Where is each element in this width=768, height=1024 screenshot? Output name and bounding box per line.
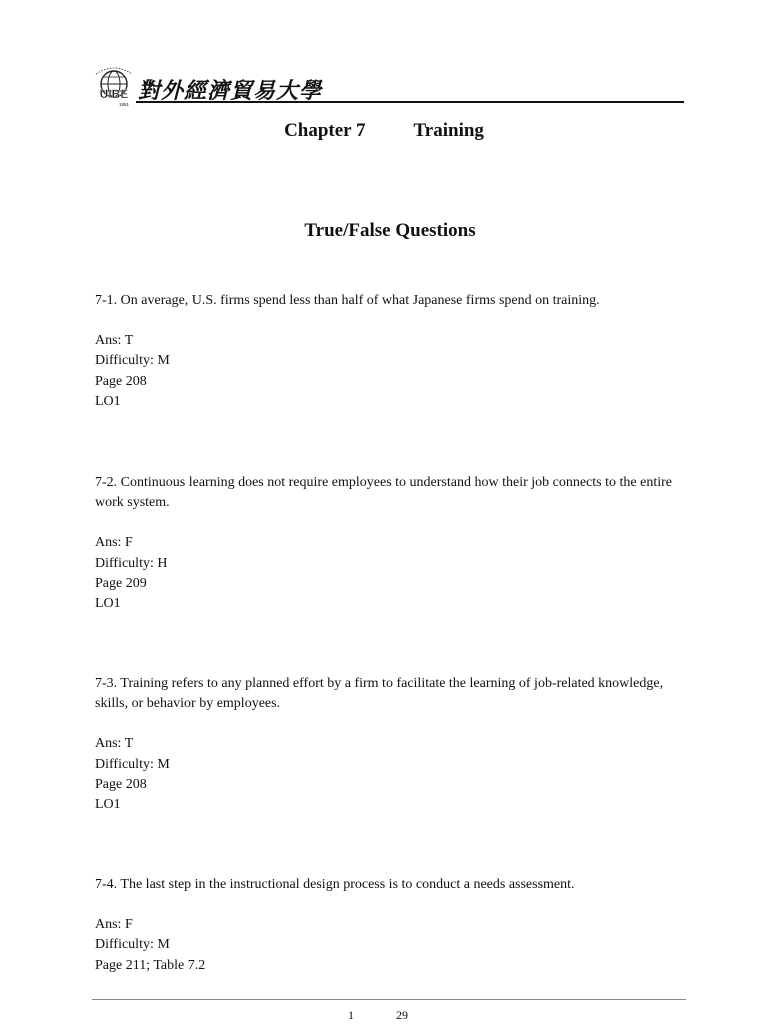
chapter-number: Chapter 7 <box>284 120 366 141</box>
header-divider <box>136 101 684 103</box>
answer-label: Ans: T <box>95 736 134 752</box>
learning-objective: LO1 <box>95 393 121 409</box>
footer-divider <box>92 999 686 1000</box>
university-name: 對外經濟貿易大學 <box>138 78 323 104</box>
question-item <box>95 875 695 976</box>
answer-label: Ans: F <box>95 535 133 551</box>
page-reference: Page 211; Table 7.2 <box>95 957 206 973</box>
learning-objective: LO1 <box>95 797 121 813</box>
chapter-title: Training <box>413 120 484 141</box>
total-pages: 29 <box>396 1008 408 1022</box>
answer-label: Ans: T <box>95 333 134 349</box>
difficulty-label: Difficulty: H <box>95 555 168 571</box>
question-text: 7-2. Continuous learning does not require employees to understand how their job connects to the entire work system. <box>95 475 672 511</box>
difficulty-label: Difficulty: M <box>95 756 170 772</box>
chapter-heading <box>0 119 768 143</box>
page-reference: Page 208 <box>95 373 147 389</box>
section-title: True/False Questions <box>304 220 476 241</box>
question-text: 7-3. Training refers to any planned effort by a firm to facilitate the learning of job-related knowledge, skills, or behavior by employees. <box>95 676 664 712</box>
difficulty-label: Difficulty: M <box>95 353 170 369</box>
question-item <box>95 291 695 412</box>
question-item <box>95 473 695 614</box>
page-reference: Page 208 <box>95 776 147 792</box>
question-item <box>95 674 695 815</box>
question-text: 7-1. On average, U.S. firms spend less than half of what Japanese firms spend on training. <box>95 293 600 308</box>
logo-year: 1951 <box>118 102 130 107</box>
page-reference: Page 209 <box>95 575 147 591</box>
logo-text: UIBE <box>99 87 129 101</box>
learning-objective: LO1 <box>95 596 121 612</box>
answer-label: Ans: F <box>95 917 133 933</box>
difficulty-label: Difficulty: M <box>95 937 170 953</box>
document-header <box>92 64 684 110</box>
page-number: 1 <box>348 1008 354 1022</box>
question-text: 7-4. The last step in the instructional design process is to conduct a needs assessment. <box>95 877 575 892</box>
university-globe-seal-icon <box>92 64 136 108</box>
